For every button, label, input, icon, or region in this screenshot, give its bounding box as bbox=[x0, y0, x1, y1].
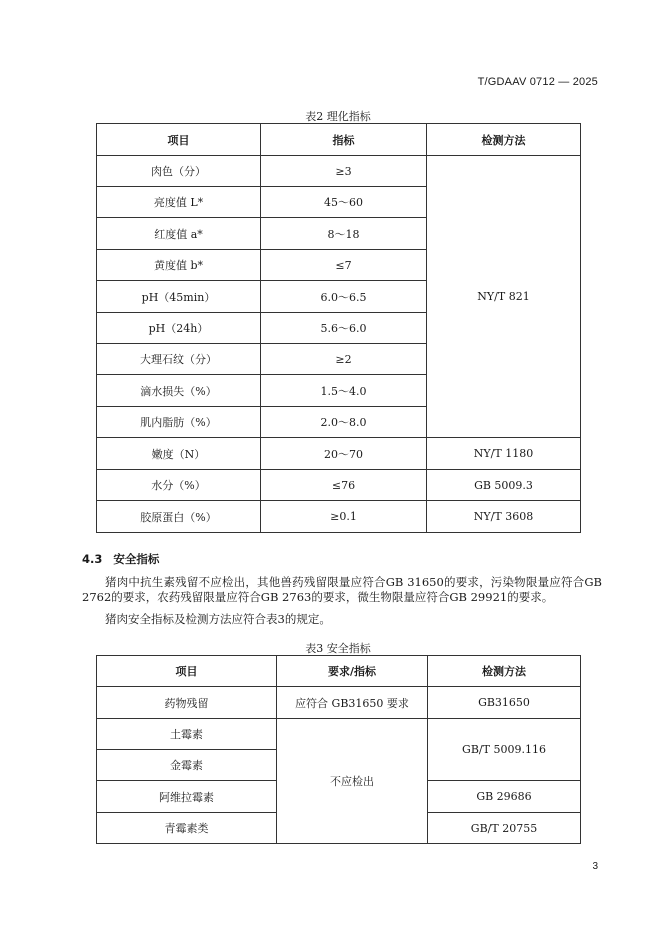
table2-value: 6.0～6.5 bbox=[261, 281, 427, 313]
table2-item: 滴水损失（%） bbox=[97, 375, 261, 407]
table3-header-item: 项目 bbox=[97, 656, 277, 687]
table3-header-method: 检测方法 bbox=[428, 656, 581, 687]
table3-item: 青霉素类 bbox=[97, 813, 277, 844]
table3-item: 金霉素 bbox=[97, 750, 277, 781]
table3-caption: 表3 安全指标 bbox=[305, 642, 371, 655]
section-heading bbox=[82, 551, 159, 567]
table3-header-req: 要求/指标 bbox=[277, 656, 428, 687]
page-number: 3 bbox=[592, 861, 598, 872]
table2-header-value: 指标 bbox=[261, 124, 427, 156]
table2-item: pH（24h） bbox=[97, 313, 261, 344]
table2-item: 黄度值 b* bbox=[97, 250, 261, 281]
table3 bbox=[96, 655, 581, 844]
table2-value: 5.6～6.0 bbox=[261, 313, 427, 344]
table2-method: NY/T 3608 bbox=[427, 501, 581, 533]
table2-value: ≥2 bbox=[261, 344, 427, 375]
standard-code: T/GDAAV 0712 — 2025 bbox=[477, 76, 598, 88]
table-row bbox=[97, 438, 581, 470]
table3-method-tc: GB/T 5009.116 bbox=[428, 719, 581, 781]
table2-merged-method: NY/T 821 bbox=[427, 156, 581, 438]
table2-item: 红度值 a* bbox=[97, 218, 261, 250]
table2-item: 肉色（分） bbox=[97, 156, 261, 187]
table2-value: ≤7 bbox=[261, 250, 427, 281]
section-title: 安全指标 bbox=[113, 552, 160, 566]
table-row bbox=[97, 687, 581, 719]
table-row bbox=[97, 470, 581, 501]
paragraph-2: 猪肉安全指标及检测方法应符合表3的规定。 bbox=[105, 612, 331, 626]
table-row bbox=[97, 501, 581, 533]
table2-item: pH（45min） bbox=[97, 281, 261, 313]
table2-value: ≥0.1 bbox=[261, 501, 427, 533]
table3-merged-req: 不应检出 bbox=[277, 719, 428, 844]
table2-value: ≥3 bbox=[261, 156, 427, 187]
paragraph-1: 猪肉中抗生素残留不应检出，其他兽药残留限量应符合GB 31650的要求，污染物限量应符合GB 2762的要求，农药残留限量应符合GB 2763的要求，微生物限量应符合GB 29921的要求。 bbox=[82, 575, 602, 604]
table3-item: 土霉素 bbox=[97, 719, 277, 750]
table3-method: GB31650 bbox=[428, 687, 581, 719]
table2-header-row bbox=[97, 124, 581, 156]
table3-header-row bbox=[97, 656, 581, 687]
table-row bbox=[97, 719, 581, 750]
table-row bbox=[97, 156, 581, 187]
table2-value: 1.5～4.0 bbox=[261, 375, 427, 407]
table2-item: 大理石纹（分） bbox=[97, 344, 261, 375]
table2-header-method: 检测方法 bbox=[427, 124, 581, 156]
table2-value: 20～70 bbox=[261, 438, 427, 470]
table2-item: 亮度值 L* bbox=[97, 187, 261, 218]
table3-method-avi: GB 29686 bbox=[428, 781, 581, 813]
table2-item: 水分（%） bbox=[97, 470, 261, 501]
table2-header-item: 项目 bbox=[97, 124, 261, 156]
table2-caption: 表2 理化指标 bbox=[305, 110, 371, 123]
table3-item: 药物残留 bbox=[97, 687, 277, 719]
table2-value: 45～60 bbox=[261, 187, 427, 218]
table2-value: 2.0～8.0 bbox=[261, 407, 427, 438]
table3-item: 阿维拉霉素 bbox=[97, 781, 277, 813]
table2-method: GB 5009.3 bbox=[427, 470, 581, 501]
table2 bbox=[96, 123, 581, 533]
table3-method-pen: GB/T 20755 bbox=[428, 813, 581, 844]
table2-value: ≤76 bbox=[261, 470, 427, 501]
table2-item: 肌内脂肪（%） bbox=[97, 407, 261, 438]
section-number: 4.3 bbox=[82, 552, 103, 566]
table2-value: 8～18 bbox=[261, 218, 427, 250]
table2-item: 胶原蛋白（%） bbox=[97, 501, 261, 533]
table2-item: 嫩度（N） bbox=[97, 438, 261, 470]
table3-req: 应符合 GB31650 要求 bbox=[277, 687, 428, 719]
table2-method: NY/T 1180 bbox=[427, 438, 581, 470]
